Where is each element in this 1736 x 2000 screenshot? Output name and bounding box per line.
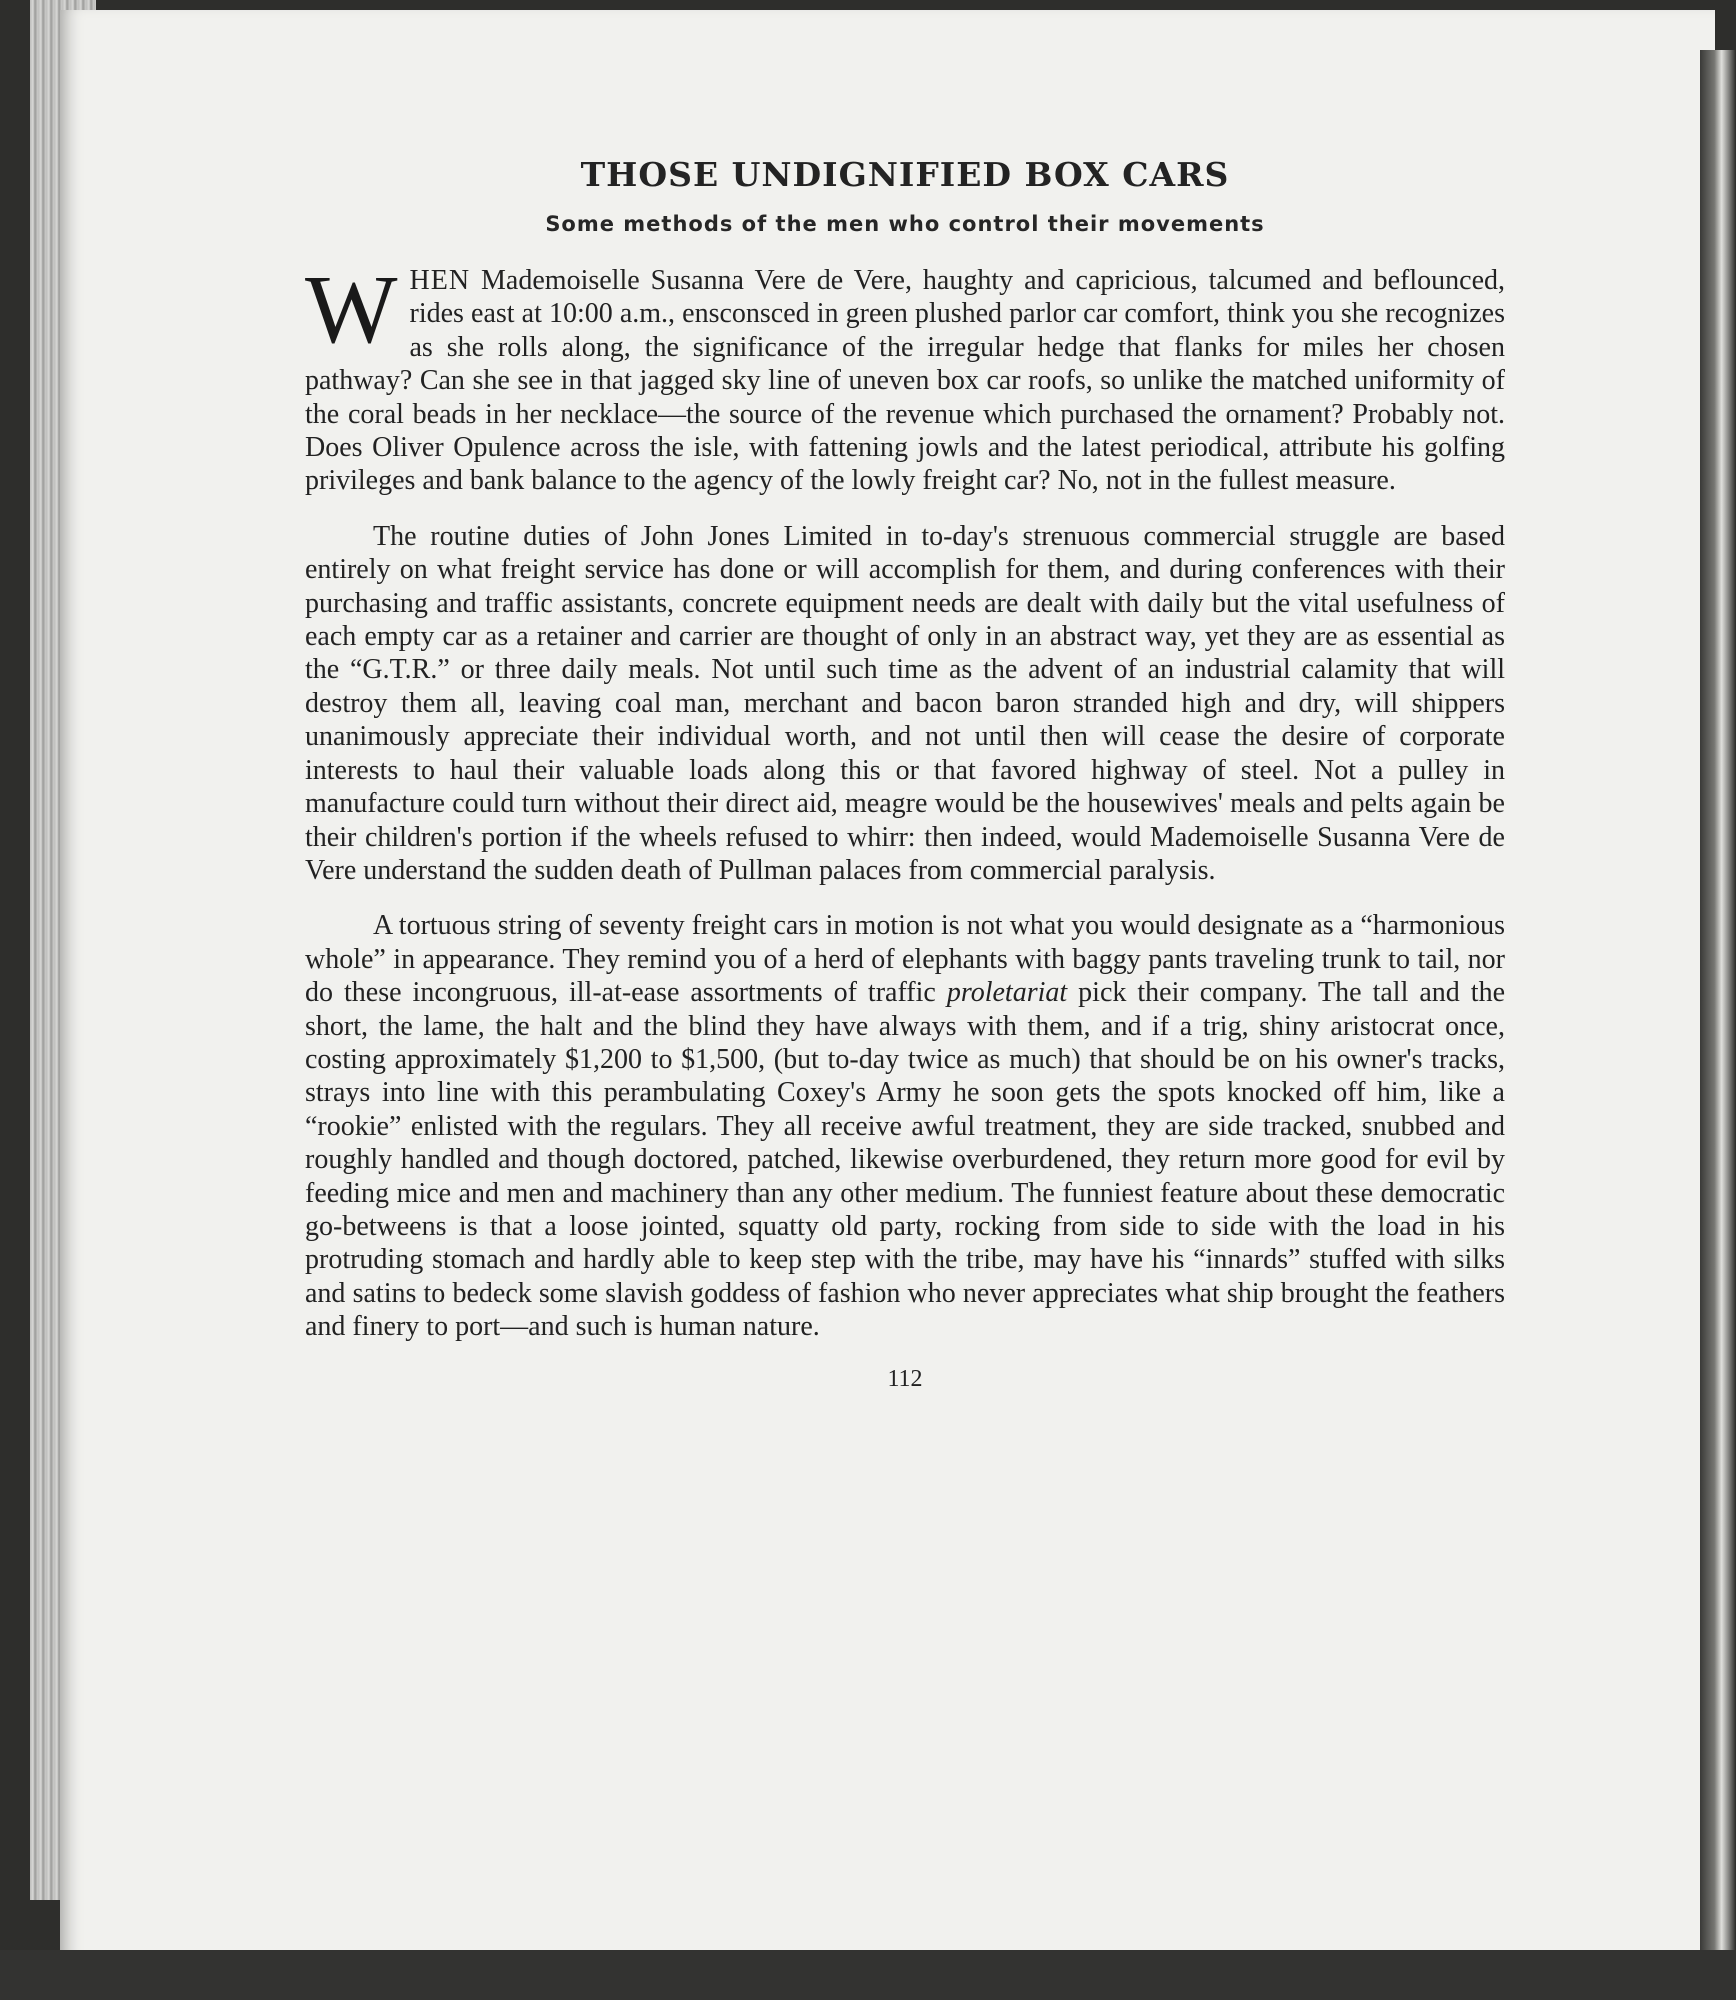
opening-caps: HEN <box>409 265 471 296</box>
article-title: THOSE UNDIGNIFIED BOX CARS <box>580 155 1230 194</box>
paragraph-3-text-start: A tortuous string of seventy freight cars in motion is not what you would designate as a “harmonious whole” in appearance. They remind you of a herd of elephants with baggy pants traveling trunk to tail, nor do these incongruous, ill-at-ease assortments of traffic <box>305 910 1505 1009</box>
drop-cap: W <box>305 256 398 364</box>
paragraph-1 <box>305 256 1505 498</box>
article-subtitle: Some methods of the men who control their movements <box>545 212 1265 236</box>
paragraph-3-text-end: pick their company. The tall and the short, the lame, the halt and the blind they have always with them, and if a trig, shiny aristocrat once, costing approximately $1,200 to $1,500, (but to-day twice as much) that should be on his owner's tracks, strays into line with this perambulating Coxey's Army he soon gets the spots knocked off him, like a “rookie” enlisted with the regulars. They all receive awful treatment, they are side tracked, snubbed and roughly handled and though doctored, patched, likewise overburdened, they return more good for evil by feeding mice and men and machinery than any other medium. The funniest feature about these democratic go-betweens is that a loose jointed, squatty old party, rocking from side to side with the load in his protruding stomach and hardly able to keep step with the tribe, may have his “innards” stuffed with silks and satins to bedeck some slavish goddess of fashion who never appreciates what ship brought the feathers and finery to port—and such is human nature. <box>305 977 1506 1343</box>
article <box>305 155 1505 1393</box>
paragraph-2: The routine duties of John Jones Limited in to-day's strenuous commercial struggle are based entirely on what freight service has done or will accomplish for them, and during conferences with their purchasing and traffic assistants, concrete equipment needs are dealt with daily but the vital usefulness of each empty car as a retainer and carrier are thought of only in an abstract way, yet they are as essential as the “G.T.R.” or three daily meals. Not until such time as the advent of an industrial calamity that will destroy them all, leaving coal man, merchant and bacon baron stranded high and dry, will shippers unanimously appreciate their individual worth, and not until then will cease the desire of corporate interests to haul their valuable loads along this or that favored highway of steel. Not a pulley in manufacture could turn without their direct aid, meagre would be the housewives' meals and pelts again be their children's portion if the wheels refused to whirr: then indeed, would Mademoiselle Susanna Vere de Vere understand the sudden death of Pullman palaces from commercial paralysis. <box>305 520 1505 886</box>
italic-term: proletariat <box>946 977 1068 1009</box>
page-number: 112 <box>887 1365 923 1392</box>
paragraph-1-text: Mademoiselle Susanna Vere de Vere, haughty and capricious, talcumed and beflounced, rides east at 10:00 a.m., ensconsced in green plushed parlor car comfort, think you she recognizes as she rolls along, the significance of the irregular hedge that flanks for miles her chosen pathway? Can she see in that jagged sky line of uneven box car roofs, so unlike the matched uniformity of the coral beads in her necklace—the source of the revenue which purchased the ornament? Probably not. Does Oliver Opulence across the isle, with fattening jowls and the latest periodical, attribute his golfing privileges and bank balance to the agency of the lowly freight car? No, not in the fullest measure. <box>305 265 1505 497</box>
article-body <box>305 256 1506 1344</box>
book-gutter-edge <box>1700 50 1736 2000</box>
paragraph-3 <box>305 909 1505 1343</box>
scanner-bed <box>0 1950 1736 2000</box>
